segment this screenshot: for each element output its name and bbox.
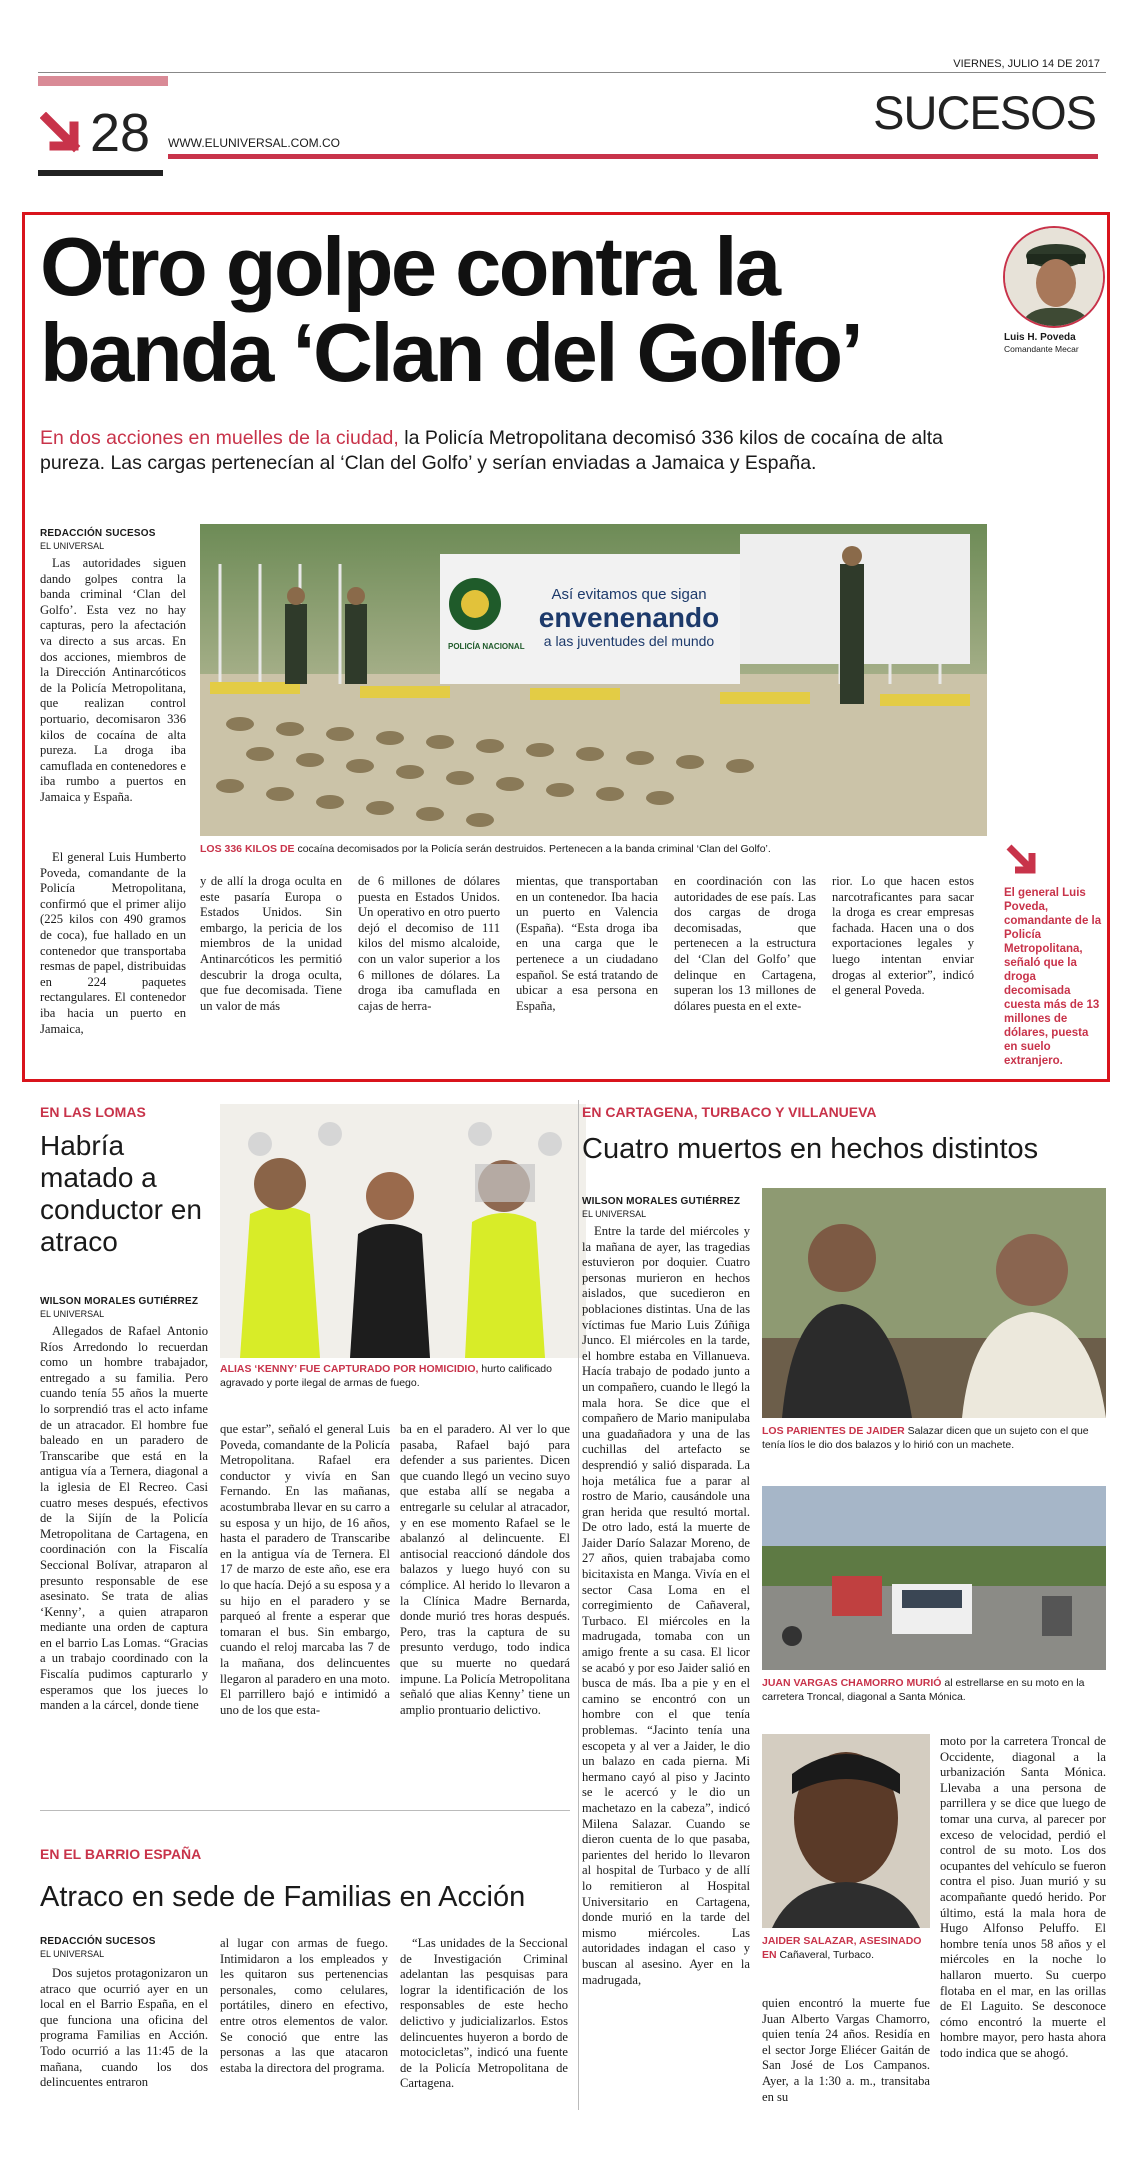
main-photo	[200, 524, 987, 836]
espana-kicker: EN EL BARRIO ESPAÑA	[40, 1846, 202, 1862]
main-headline-line2: banda ‘Clan del Golfo’	[40, 306, 862, 399]
portrait-role: Comandante Mecar	[1004, 344, 1079, 354]
main-byline: REDACCIÓN SUCESOS	[40, 528, 156, 539]
main-col3: de 6 millones de dólares puesta en Estados Unidos. Un operativo en otro puerto dejó el decomiso de 111 kilos del mismo alcaloide, con un valor superior a los 6 millones de dólares. La droga iba camuflada en cajas de herra-	[358, 874, 500, 1013]
cartagena-kicker: EN CARTAGENA, TURBACO Y VILLANUEVA	[582, 1104, 877, 1120]
lomas-photo-caption	[220, 1362, 586, 1390]
cartagena-headline: Cuatro muertos en hechos distintos	[582, 1133, 1039, 1165]
website-url: WWW.ELUNIVERSAL.COM.CO	[168, 136, 341, 150]
cartagena-photo-relatives	[762, 1188, 1106, 1418]
lomas-col1: Allegados de Rafael Antonio Ríos Arredondo lo recuerdan como un hombre trabajador, entregado a su familia. Pero cuando tenía 55 años la muerte lo sorprendió tras el acto infame de un atracador. El hombre fue baleado en un paradero de Transcaribe que está en la antigua vía a Ternera, diagonal a la iglesia de El Recreo. Casi cuatro meses después, efectivos de la Sijín de la Policía Metropolitana de Cartagena, en coordinación con la Fiscalía Seccional Bolívar, atraparon al presunto responsable de ese asesinato. Se trata de alias ‘Kenny’, a quien atraparon mediante una orden de captura en el barrio Las Lomas. “Gracias a un trabajo coordinado con la Fiscalía pudimos capturarlo y esperamos que los jueces lo manden a la cárcel, donde tiene	[40, 1324, 208, 1713]
issue-date: VIERNES, JULIO 14 DE 2017	[953, 58, 1100, 70]
main-col1b: El general Luis Humberto Poveda, comandante de la Policía Metropolitana, confirmó que el primer alijo (225 kilos con 490 gramos de coca), fue hallado en un contenedor que transportaba resmas de papel, distribuidas en 224 paquetes rectangulares. El contenedor iba hacia un puerto en Jamaica,	[40, 850, 186, 1036]
page-number: 28	[90, 103, 151, 163]
cartagena-photo1-caption-highlight: LOS PARIENTES DE JAIDER	[762, 1425, 905, 1437]
main-headline	[40, 220, 862, 399]
espana-col3: “Las unidades de la Seccional de Investigación Criminal adelantan las pesquisas para lograr la identificación de los responsables de este hecho delictivo y judicializarlos. Estos delincuentes huyeron a bordo de motocicletas”, indicó una fuente de la Policía Metropolitana de Cartagena.	[400, 1936, 568, 2091]
banner-text	[524, 586, 734, 649]
main-photo-caption	[200, 842, 987, 856]
banner-line1: Así evitamos que sigan	[551, 586, 707, 603]
story-divider	[40, 1810, 570, 1811]
lomas-byline: WILSON MORALES GUTIÉRREZ	[40, 1296, 199, 1307]
section-title: SUCESOS	[873, 86, 1096, 139]
cartagena-photo-road	[762, 1486, 1106, 1670]
cartagena-byline: WILSON MORALES GUTIÉRREZ	[582, 1196, 741, 1207]
espana-byline: REDACCIÓN SUCESOS	[40, 1936, 156, 1947]
header-accent-bar	[38, 76, 168, 86]
portrait-name: Luis H. Poveda	[1004, 332, 1076, 343]
banner-line3: a las juventudes del mundo	[543, 633, 715, 649]
cartagena-photo3-caption	[762, 1934, 930, 1962]
main-col2: y de allí la droga oculta en este pasaría Europa o Estados Unidos. Sin embargo, la pericia de los miembros de la unidad Antinarcóticos les permitió descubrir la droga oculta, que fue decomisada. Tiene un valor de más	[200, 874, 342, 1013]
lomas-photo	[220, 1104, 586, 1358]
espana-outlet: EL UNIVERSAL	[40, 1949, 105, 1959]
pull-quote: El general Luis Poveda, comandante de la Policía Metropolitana, señaló que la droga decomisada cuesta más de 13 millones de dólares, puesta en suelo extranjero.	[1004, 887, 1102, 1067]
lomas-kicker: EN LAS LOMAS	[40, 1104, 146, 1120]
cartagena-photo2-caption	[762, 1676, 1106, 1704]
section-rule	[168, 154, 1098, 159]
portrait-photo	[1003, 226, 1105, 328]
header-rule	[38, 72, 1106, 73]
lomas-outlet: EL UNIVERSAL	[40, 1309, 105, 1319]
lead-highlight: En dos acciones en muelles de la ciudad,	[40, 427, 399, 449]
cartagena-photo1-caption	[762, 1424, 1106, 1452]
main-headline-line1: Otro golpe contra la	[40, 220, 779, 313]
banner-line2: envenenando	[538, 602, 720, 633]
column-divider	[578, 1100, 579, 2110]
cartagena-photo3-caption-text: Cañaveral, Turbaco.	[779, 1949, 875, 1961]
cartagena-photo1-caption-text: Salazar dicen que un sujeto con el que tenía líos le dio dos balazos y lo hirió con un machete.	[762, 1425, 1089, 1451]
lomas-col2: que estar”, señaló el general Luis Poveda, comandante de la Policía Metropolitana. Rafael era conductor y vivía en San Fernando. En las mañanas, acostumbraba llevar en su carro a su esposa y un hijo, de 16 años, hasta el paradero de Transcaribe en la antigua vía de Ternera. El 17 de marzo de este año, ese era lo que hacía. Dejó a su esposa y a su hijo en el paradero y se parqueó al frente a esperar que tomaran el bus. Sin embargo, cuando el reloj marcaba las 7 de la mañana, dos delincuentes llegaron al paradero en una moto. El parrillero bajó e intimidó a uno de los que esta-	[220, 1422, 390, 1717]
cartagena-col3: moto por la carretera Troncal de Occidente, diagonal a la urbanización Santa Mónica. Llevaba a una persona de parrillera y se dice que luego de tomar una curva, al parecer por exceso de velocidad, perdió el control de su moto. Los dos ocupantes del vehículo se fueron contra el piso. Juan murió y su acompañante quedó herido. Por último, está la mala hora de Hugo Alfonso Peluffo. El hombre tenía unos 58 años y el miércoles en la noche lo hallaron muerto. Su cuerpo flotaba en el mar, en las orillas de El Laguito. Se desconoce cómo encontró la muerte el hombre mayor, pero hasta ahora todo indica que se ahogó.	[940, 1734, 1106, 2060]
pull-quote-arrow-icon	[1004, 842, 1040, 878]
cartagena-photo3-caption-highlight: JAIDER SALAZAR, ASESINADO EN	[762, 1935, 922, 1961]
lomas-headline: Habría matado a conductor en atraco	[40, 1130, 202, 1257]
banner-logo-text: POLICÍA NACIONAL	[448, 642, 525, 651]
cartagena-photo2-caption-highlight: JUAN VARGAS CHAMORRO MURIÓ	[762, 1677, 942, 1689]
cartagena-outlet: EL UNIVERSAL	[582, 1209, 647, 1219]
espana-col2: al lugar con armas de fuego. Intimidaron a los empleados y les quitaron sus pertenencias personales, como celulares, portátiles, dinero en efectivo, entre otros elementos de valor. Se conoció que entre las personas a las que atacaron estaba la directora del programa.	[220, 1936, 388, 2075]
main-photo-caption-text: cocaína decomisados por la Policía serán destruidos. Pertenecen a la banda criminal ‘Clan del Golfo’.	[297, 843, 771, 855]
lead-text: la Policía Metropolitana decomisó 336 kilos de cocaína de alta pureza. Las cargas pertenecían al ‘Clan del Golfo’ y serían enviadas a Jamaica y España.	[40, 427, 943, 474]
main-outlet: EL UNIVERSAL	[40, 541, 105, 551]
main-lead	[40, 426, 980, 476]
cartagena-photo-victim	[762, 1734, 930, 1928]
espana-col1: Dos sujetos protagonizaron un atraco que ocurrió ayer en un local en el Barrio España, en el que funciona una oficina del programa Familias en Acción. Todo ocurrió a las 11:45 de la mañana, cuando los dos delincuentes entraron	[40, 1966, 208, 2090]
lomas-col3: ba en el paradero. Al ver lo que pasaba, Rafael bajó para defender a sus parientes. Dicen que cuando llegó un vecino suyo que estaba allí se negaba a entregarle su celular al atracador, y en ese momento Rafael se le abalanzó al delincuente. El antisocial reaccionó dándole dos balazos y luego huyó con su cómplice. Al herido lo llevaron a la Clínica Madre Bernarda, donde murió tres horas después. Pero, tras la captura de su presunto verdugo, todo indica que su muerte no quedará impune. La Policía Metropolitana señaló que alias Kenny’ tiene un amplio prontuario delictivo.	[400, 1422, 570, 1717]
main-photo-caption-highlight: LOS 336 KILOS DE	[200, 843, 295, 855]
main-col1: Las autoridades siguen dando golpes contra la banda criminal ‘Clan del Golfo’. Esta vez no hay capturas, pero la afectación va directo a sus arcas. En dos acciones, miembros de la Dirección Antinarcóticos de la Policía Metropolitana, que realizan control portuario, decomisaron 336 kilos de cocaína de alta pureza. La droga iba camuflada en contenedores e iba rumbo a puertos en Jamaica y España.	[40, 556, 186, 804]
main-col6: rior. Lo que hacen estos narcotraficantes para sacar la droga es crear empresas fachada. Hacen una o dos exportaciones legales y luego intentan enviar drogas al exterior”, indicó el general Poveda.	[832, 874, 974, 998]
cartagena-photo2-caption-text: al estrellarse en su moto en la carretera Troncal, diagonal a Santa Mónica.	[762, 1677, 1085, 1703]
lomas-photo-caption-highlight: ALIAS ‘KENNY’ FUE CAPTURADO POR HOMICIDIO,	[220, 1363, 479, 1375]
lomas-photo-caption-text: hurto calificado agravado y porte ilegal de armas de fuego.	[220, 1363, 552, 1389]
page-number-underline	[38, 170, 163, 176]
main-col5: en coordinación con las autoridades de ese país. Las dos cargas de droga decomisadas, que pertenecen a la estructura del ‘Clan del Golfo’ que delinque en Cartagena, superan los 13 millones de dólares puesta en el exte-	[674, 874, 816, 1013]
cartagena-col1: Entre la tarde del miércoles y la mañana de ayer, las tragedias estuvieron por doquier. Cuatro personas murieron en hechos aislados, que sucedieron en poblaciones distintas. Una de las víctimas fue Mario Luis Zúñiga Junco. El miércoles en la tarde, el hombre estaba en Villanueva. Hacía trabajo de podado junto a un compañero, cuando le llegó la mala hora. Se dice que el compañero de Mario manipulaba una guadañadora y una de las cuchillas del artefacto se desprendió y salió disparada. La hoja metálica fue a parar al rostro de Mario, causándole una gran herida que resultó mortal. De otro lado, está la muerte de Jaider Darío Salazar Moreno, de 27 años, quien trabajaba como bicitaxista en Manga. Vivía en el sector Casa Loma en el corregimiento de Cañaveral, Turbaco. El miércoles en la madrugada, tomaba con un amigo frente a su casa. El licor se acabó y por eso Jaider salió en busca de más. Iba a pie y en el camino se encontró con un hombre con el que tenía problemas. “Jacinto tenía una escopeta y al ver a Jaider, le dio un balazo en cada pierna. Mi hermano cayó al piso y Jacinto se le acercó y le dio un machetazo en la cabeza”, indicó Milena Salazar. Cuando se dieron cuenta de lo que pasaba, parientes del herido lo llevaron al hospital de Turbaco y de allí lo remitieron al Hospital Universitario en Cartagena, donde murió en la tarde del mismo miércoles. Las autoridades indagan el caso y buscan al asesino. Ayer en la madrugada,	[582, 1224, 750, 1987]
main-col4: mientas, que transportaban en un contenedor. Iba hacia un puerto en Valencia (España). “Esta droga iba en una carga que le pertenece a un ciudadano español. Se está tratando de ubicar a esa persona en España,	[516, 874, 658, 1013]
cartagena-col2: quien encontró la muerte fue Juan Alberto Vargas Chamorro, quien tenía 24 años. Residía en el sector Jorge Eliécer Gaitán de San José de Los Campanos. Ayer, a la 1:30 a. m., transitaba en su	[762, 1996, 930, 2104]
arrow-icon	[40, 112, 84, 156]
espana-headline: Atraco en sede de Familias en Acción	[40, 1881, 526, 1913]
